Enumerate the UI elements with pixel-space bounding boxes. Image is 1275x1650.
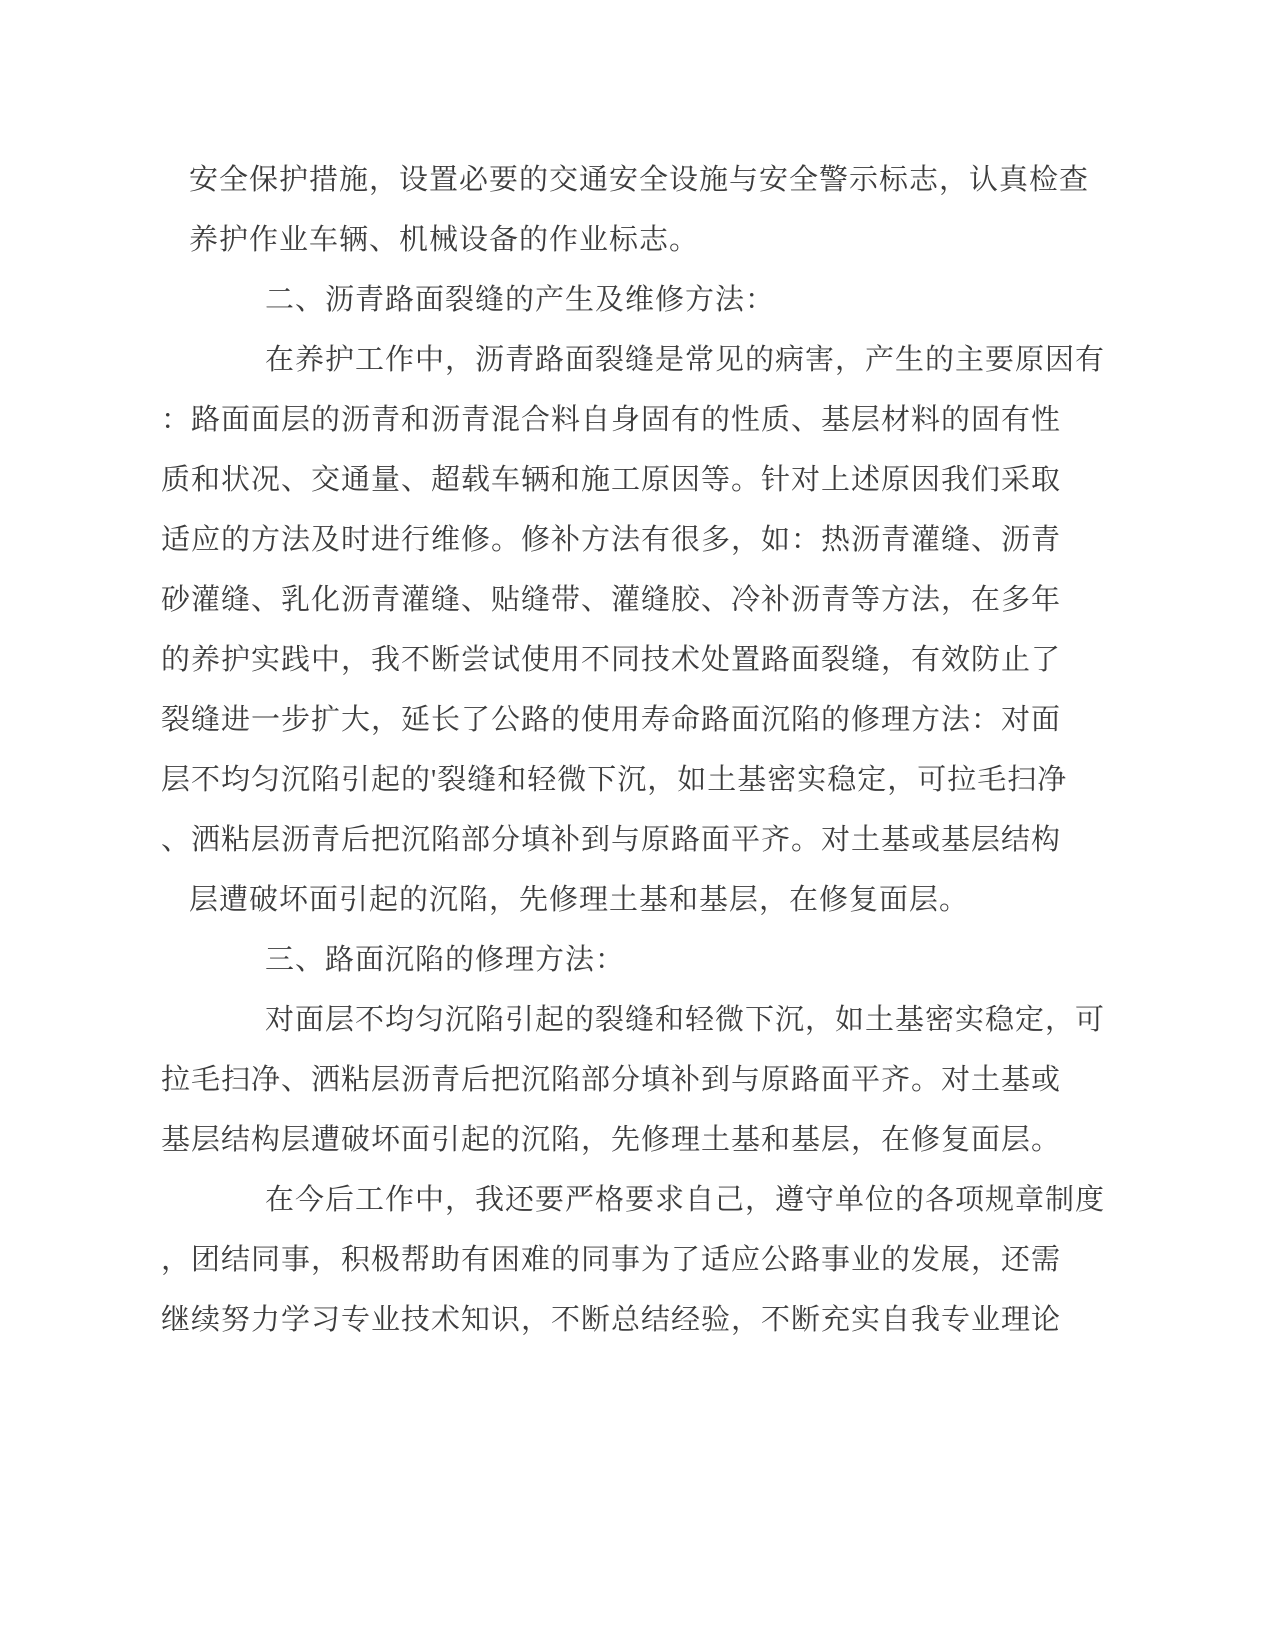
- text-line: 基层结构层遭破坏面引起的沉陷，先修理土基和基层，在修复面层。: [161, 1124, 1062, 1156]
- text-line: 安全保护措施，设置必要的交通安全设施与安全警示标志，认真检查: [189, 164, 1090, 196]
- text-line: 拉毛扫净、洒粘层沥青后把沉陷部分填补到与原路面平齐。对土基或: [161, 1064, 1062, 1096]
- text-line: 的养护实践中，我不断尝试使用不同技术处置路面裂缝，有效防止了: [161, 644, 1062, 676]
- text-line: 适应的方法及时进行维修。修补方法有很多，如：热沥青灌缝、沥青: [161, 524, 1062, 556]
- text-line: 养护作业车辆、机械设备的作业标志。: [189, 224, 700, 256]
- text-line: 三、路面沉陷的修理方法：: [265, 944, 626, 976]
- text-line: 在养护工作中，沥青路面裂缝是常见的病害，产生的主要原因有: [265, 344, 1106, 376]
- text-line: 、洒粘层沥青后把沉陷部分填补到与原路面平齐。对土基或基层结构: [161, 824, 1062, 856]
- text-line: ：路面面层的沥青和沥青混合料自身固有的性质、基层材料的固有性: [161, 404, 1062, 436]
- text-line: 二、沥青路面裂缝的产生及维修方法：: [265, 284, 776, 316]
- text-line: 质和状况、交通量、超载车辆和施工原因等。针对上述原因我们采取: [161, 464, 1062, 496]
- page-text: [161, 150, 1106, 1350]
- text-line: 对面层不均匀沉陷引起的裂缝和轻微下沉，如土基密实稳定，可: [265, 1004, 1106, 1036]
- text-line: 裂缝进一步扩大，延长了公路的使用寿命路面沉陷的修理方法：对面: [161, 704, 1062, 736]
- text-line: 层遭破坏面引起的沉陷，先修理土基和基层，在修复面层。: [189, 884, 970, 916]
- text-line: 层不均匀沉陷引起的'裂缝和轻微下沉，如土基密实稳定，可拉毛扫净: [161, 764, 1068, 796]
- text-line: 砂灌缝、乳化沥青灌缝、贴缝带、灌缝胶、冷补沥青等方法，在多年: [161, 584, 1062, 616]
- text-line: 继续努力学习专业技术知识，不断总结经验，不断充实自我专业理论: [161, 1304, 1062, 1336]
- text-line: 在今后工作中，我还要严格要求自己，遵守单位的各项规章制度: [265, 1184, 1106, 1216]
- text-line: ，团结同事，积极帮助有困难的同事为了适应公路事业的发展，还需: [161, 1244, 1062, 1276]
